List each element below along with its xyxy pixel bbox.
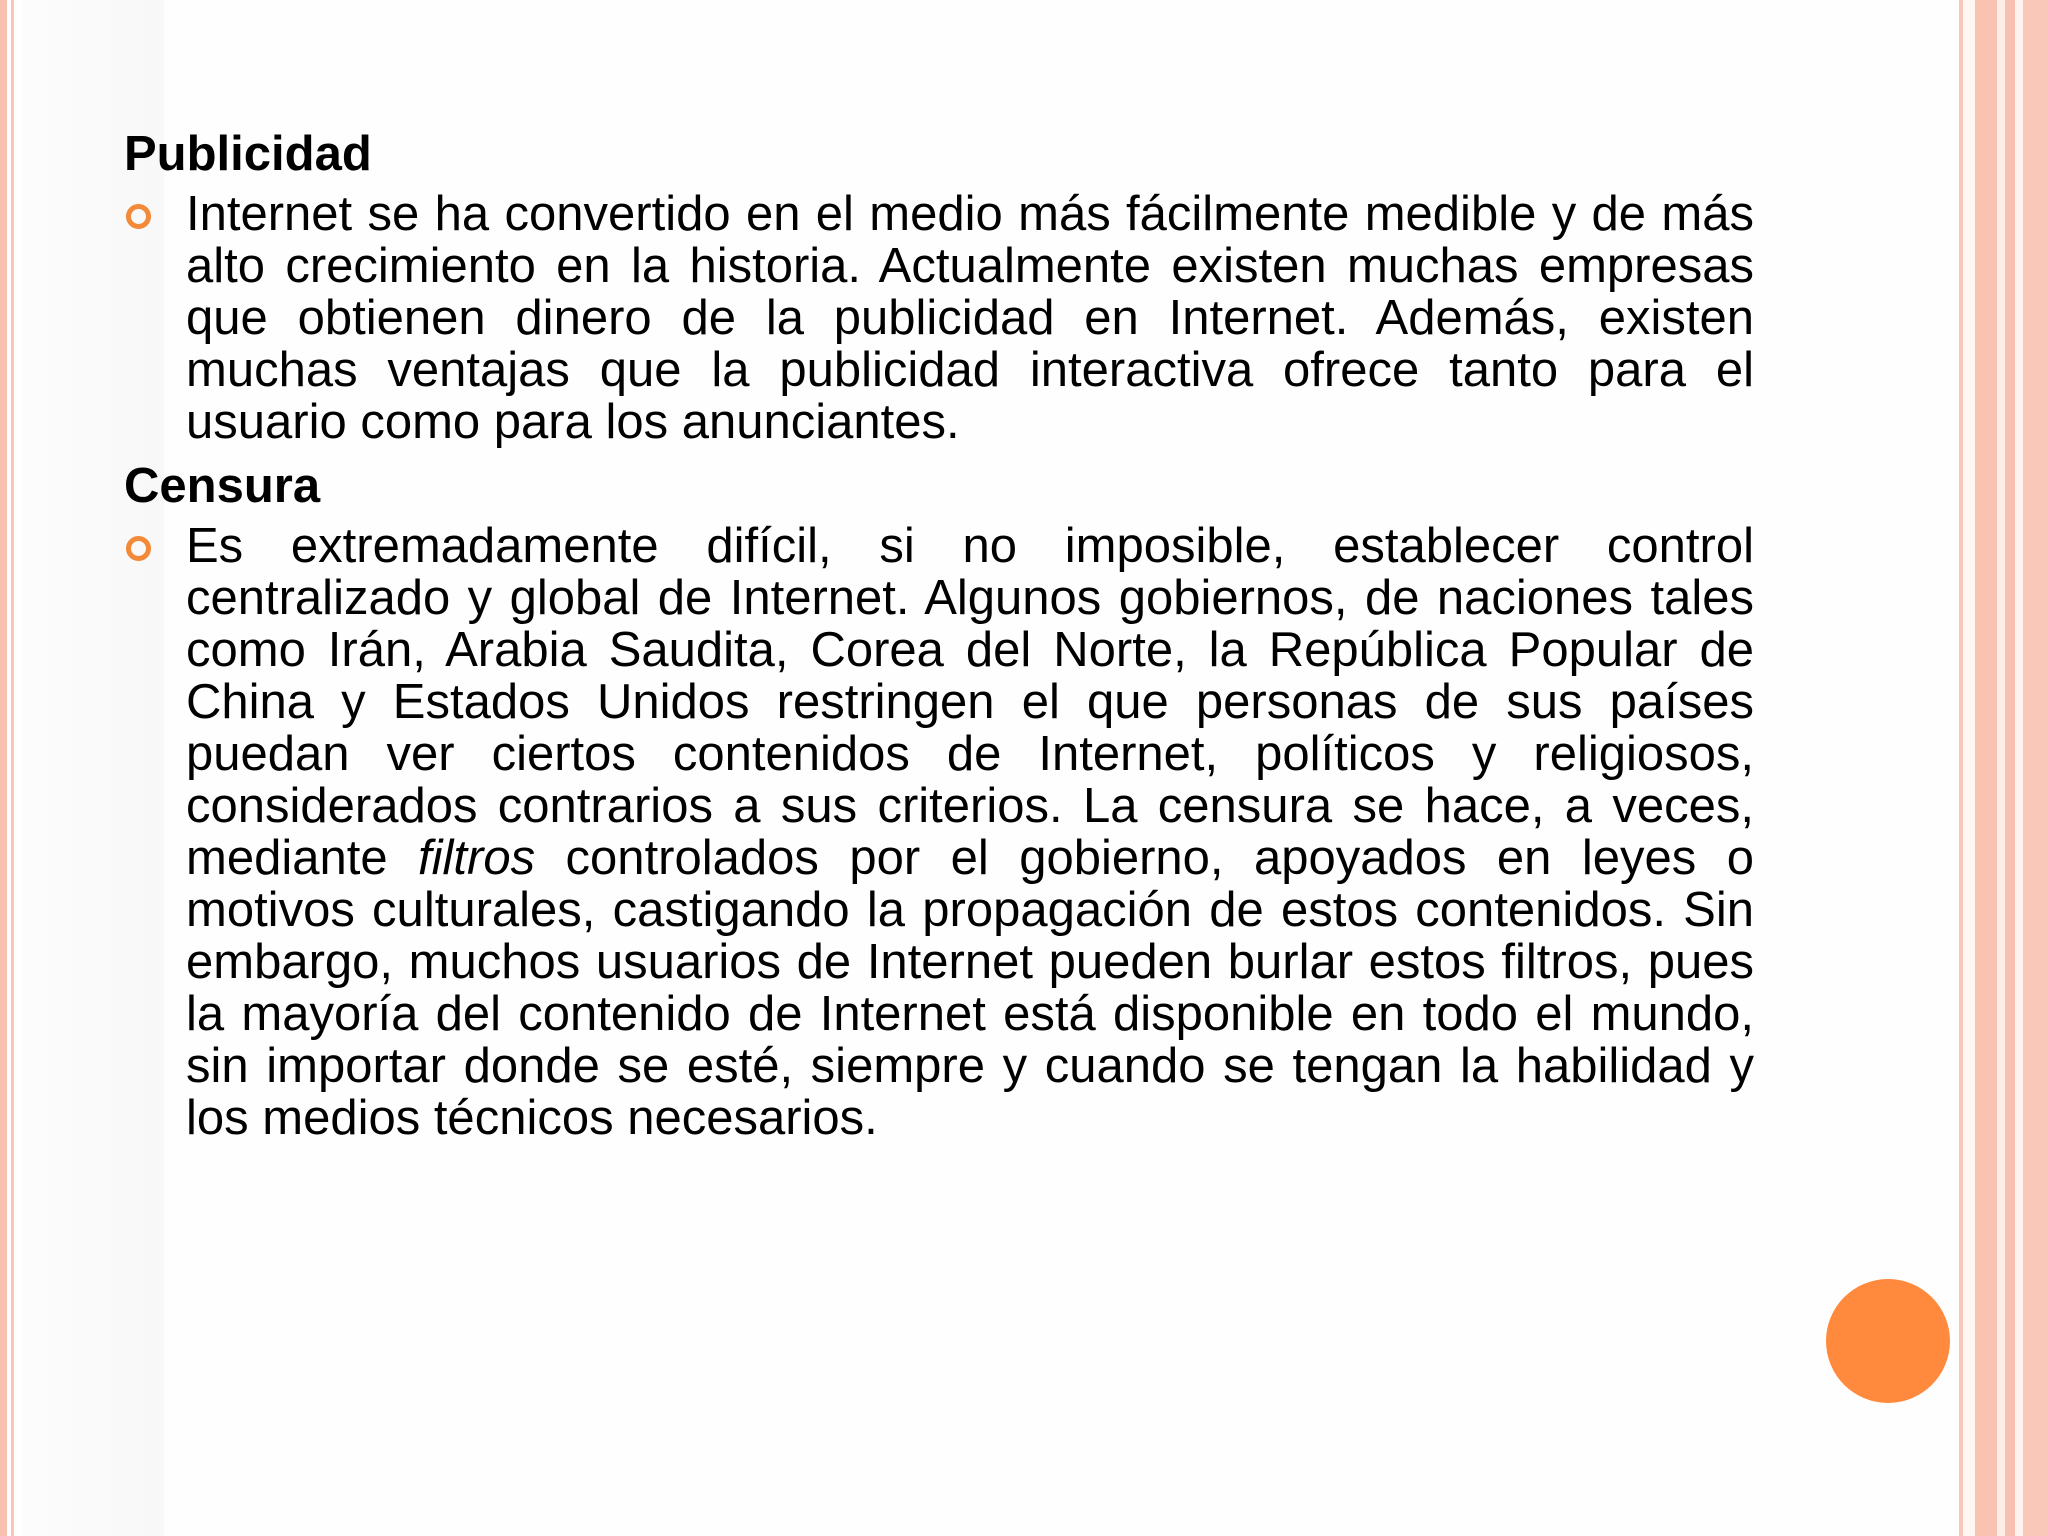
right-edge-stripe [2023,0,2048,1536]
hollow-circle-bullet-icon [126,536,151,561]
censura-text-italic: filtros [418,831,536,885]
slide-content [124,122,1754,1144]
section-heading-censura: Censura [124,459,321,513]
right-edge-gap [1997,0,2005,1536]
left-edge-stripe-thin [11,0,14,1536]
left-edge-stripe [0,0,7,1536]
orange-circle-decoration [1826,1279,1950,1403]
right-edge-stripe [2005,0,2015,1536]
bullet-text-publicidad: Internet se ha convertido en el medio más fácilmente medible y de más alto crecimiento en la historia. Actualmente existen muchas empresas que obtienen dinero de la publicidad en Internet. Además, existen muchas ventajas que la publicidad interactiva ofrece tanto para el usuario como para los anunciantes. [186,187,1754,449]
bullet-text-censura [186,520,1754,1144]
censura-text-part-1: Es extremadamente difícil, si no imposible, establecer control centralizado y global de Internet. Algunos gobiernos, de naciones tales como Irán, Arabia Saudita, Corea del Norte, la República Popular de China y Estados Unidos restringen el que personas de sus países puedan ver ciertos contenidos de Internet, políticos y religiosos, considerados contrarios a sus criterios. La censura se hace, a veces, mediante [186,519,1754,885]
right-edge-band [1975,0,1997,1536]
bullet-item-censura [124,520,1754,1144]
section-heading-publicidad: Publicidad [124,127,372,181]
hollow-circle-bullet-icon [126,204,151,229]
right-edge-gap [2015,0,2023,1536]
censura-text-part-2: controlados por el gobierno, apoyados en leyes o motivos culturales, castigando la propagación de estos contenidos. Sin embargo, muchos usuarios de Internet pueden burlar estos filtros, pues la mayoría del contenido de Internet está disponible en todo el mundo, sin importar donde se esté, siempre y cuando se tengan la habilidad y los medios técnicos necesarios. [186,831,1754,1145]
bullet-item-publicidad [124,188,1754,448]
right-edge-gap [1963,0,1975,1536]
